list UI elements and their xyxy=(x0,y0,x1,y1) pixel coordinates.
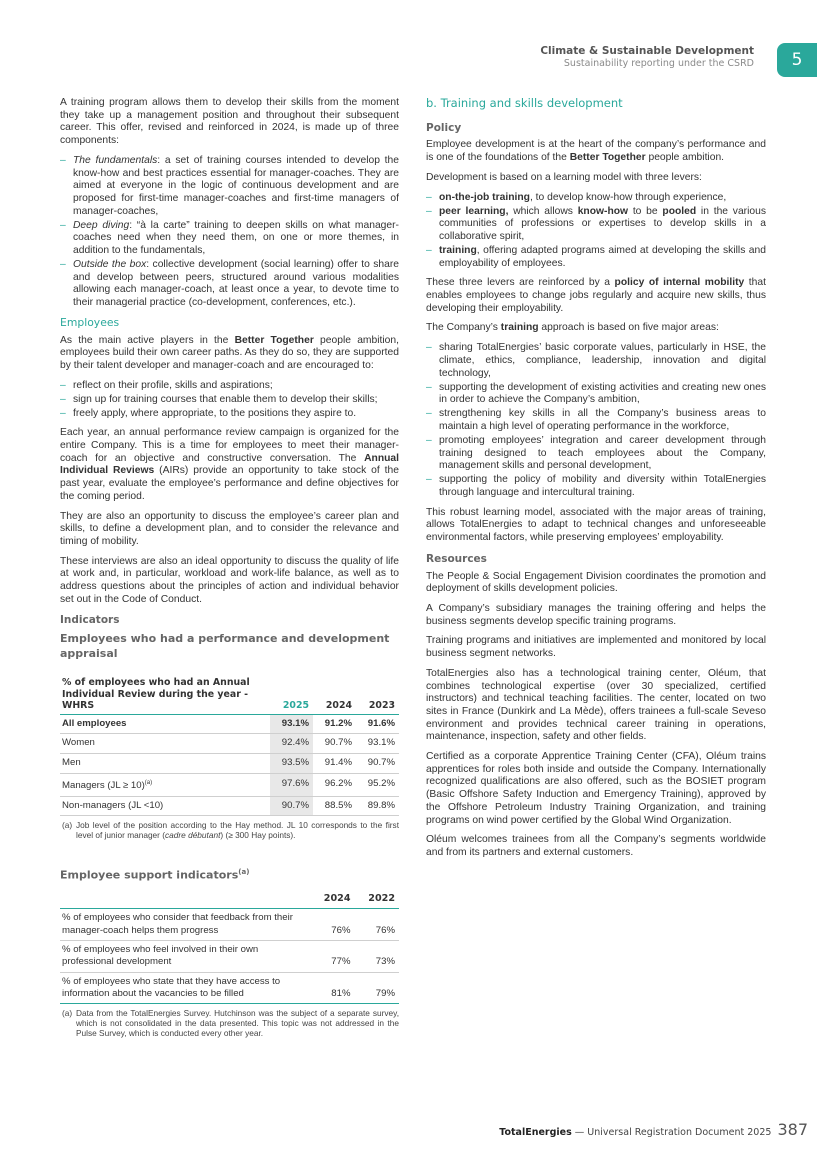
support-table xyxy=(60,893,399,1004)
appraisal-table xyxy=(60,677,399,816)
list-item: – supporting the policy of mobility and diversity within TotalEnergies through language and intercultural training. xyxy=(426,474,766,499)
table-row: % of employees who feel involved in their own professional development 77% 73% xyxy=(60,940,399,972)
resources-heading: Resources xyxy=(426,552,487,565)
footer-text: TotalEnergies — Universal Registration Document 2025 xyxy=(499,1127,772,1138)
table-header-year: 2024 xyxy=(313,677,356,714)
table-row: All employees 93.1% 91.2% 91.6% xyxy=(60,714,399,734)
list-item: – promoting employees’ integration and career development through training designed to teach employees about the Company, management skills and personal development, xyxy=(426,435,766,473)
mobility-paragraph: These three levers are reinforced by a policy of internal mobility that enables employees to change jobs regularly and acquire new skills, thus developing their employability. xyxy=(426,277,766,314)
table-row: % of employees who consider that feedback from their manager-coach helps them progress 76% 76% xyxy=(60,909,399,941)
program-list xyxy=(60,155,399,310)
review-paragraph: Each year, an annual performance review campaign is organized for the entire Company. This is a time for employees to meet their manager-coach for an objective and constructive conversation. The Annual Individual Reviews (AIRs) provide an opportunity to take stock of the past year, evaluate the employee’s performance and define objectives for the coming period. xyxy=(60,427,399,502)
resources-paragraph: Training programs and initiatives are implemented and monitored by local business segment networks. xyxy=(426,635,766,660)
resources-paragraph: A Company’s subsidiary manages the training offering and helps the business segments develop specific training programs. xyxy=(426,602,766,627)
table-row: Women 92.4% 90.7% 93.1% xyxy=(60,734,399,754)
footer xyxy=(499,1120,808,1139)
employees-paragraph: As the main active players in the Better Together people ambition, employees build their own career paths. As they do so, they are supported by their talent developer and manager-coach and are encouraged to: xyxy=(60,334,399,371)
areas-list xyxy=(426,342,766,500)
list-item: – freely apply, where appropriate, to the positions they aspire to. xyxy=(60,408,399,421)
policy-heading: Policy xyxy=(426,121,462,134)
table-row: % of employees who state that they have access to information about the vacancies to be filled 81% 79% xyxy=(60,972,399,1004)
list-item: – training, offering adapted programs aimed at developing the skills and employability of employees. xyxy=(426,245,766,270)
table-header-year: 2022 xyxy=(355,893,400,909)
list-item: – sharing TotalEnergies’ basic corporate values, particularly in HSE, the climate, ethics, compliance, leadership, innovation and digital technology, xyxy=(426,342,766,380)
employees-heading: Employees xyxy=(60,315,120,329)
list-item: – on-the-job training, to develop know-how through experience, xyxy=(426,192,766,205)
header-subtitle: Sustainability reporting under the CSRD xyxy=(563,58,754,69)
table-header-year: 2024 xyxy=(310,893,355,909)
list-item: – Outside the box: collective development (social learning) offer to share and develop between peers, structured around various modalities allowing each manager-coach, at least once a year, to devote time to their managerial practice (co-development, conferences, etc.). xyxy=(60,259,399,310)
table-row: Managers (JL ≥ 10)$^{(a)}$ 97.6% 96.2% 95.2% xyxy=(60,773,399,796)
table1-footnote: (a) Job level of the position according to the Hay method. JL 10 corresponds to the first level of junior manager (cadre débutant) (≥ 300 Hay points). xyxy=(62,820,399,841)
list-item: – supporting the development of existing activities and creating new ones in order to achieve the Company’s ambition, xyxy=(426,382,766,407)
quality-paragraph: These interviews are also an ideal opportunity to discuss the quality of life at work and, in particular, workload and work-life balance, as well as to address questions about the principles of action and individual behavior set out in the Code of Conduct. xyxy=(60,555,399,605)
levers-list xyxy=(426,192,766,271)
list-item: – The fundamentals: a set of training courses intended to develop the know-how and best practices essential for manager-coaches. They are aimed at everyone in the logic of continuous development and are proposed for first-time manager-coaches and first-time managers of manager-coaches, xyxy=(60,155,399,219)
intro-paragraph: A training program allows them to develop their skills from the moment they take up a management position and throughout their subsequent career. This offer, revised and reinforced in 2024, is made up of three components: xyxy=(60,97,399,147)
resources-paragraph: Certified as a corporate Apprentice Training Center (CFA), Oléum trains apprentices for roles both inside and outside the Company. Internationally recognized qualifications are also offered, such as the BOSIET program (Basic Offshore Safety Induction and Emergency Training), approved by the Offshore Petroleum Industry Training Organization, and training programs on wind power certified by the Global Wind Organization. xyxy=(426,751,766,826)
list-item: – Deep diving: “à la carte” training to deepen skills on what manager-coaches need when they need them, on one or more themes, in addition to the fundamentals, xyxy=(60,220,399,258)
list-item: – reflect on their profile, skills and aspirations; xyxy=(60,380,399,393)
section-title: b. Training and skills development xyxy=(426,96,623,110)
table-header-year: 2025 xyxy=(270,677,313,714)
policy-paragraph: Employee development is at the heart of the company’s performance and is one of the foundations of the Better Together people ambition. xyxy=(426,139,766,164)
table-header-label: % of employees who had an Annual Individual Review during the year - WHRS xyxy=(60,677,270,714)
employees-list xyxy=(60,380,399,421)
career-paragraph: They are also an opportunity to discuss the employee’s career plan and skills, to define a development plan, and to consider the relevance and timing of mobility. xyxy=(60,510,399,547)
resources-paragraph: The People & Social Engagement Division coordinates the promotion and deployment of skills development policies. xyxy=(426,570,766,595)
areas-intro: The Company’s training approach is based on five major areas: xyxy=(426,322,719,334)
list-item: – strengthening key skills in all the Company’s business areas to maintain a high level of operating performance in the workforce, xyxy=(426,408,766,433)
levers-intro: Development is based on a learning model with three levers: xyxy=(426,171,702,183)
page-number: 387 xyxy=(777,1120,808,1139)
table2-footnote: (a) Data from the TotalEnergies Survey. Hutchinson was the subject of a separate survey, which is not consolidated in the data presented. This topic was not addressed in the Pulse Survey, which is conducted every other year. xyxy=(62,1008,399,1038)
table2-title: Employee support indicators$^{(a)}$ xyxy=(60,868,250,882)
table-header-year: 2023 xyxy=(356,677,399,714)
resources-paragraph: TotalEnergies also has a technological training center, Oléum, that combines technological expertise (over 30 specialized, certified instructors) and technical teaching facilities. The center, located on two sites in France (Dunkirk and La Mède), offers trainees a full-scale Seveso environment and provides technical career training in operations, maintenance, inspection, safety and other fields. xyxy=(426,667,766,743)
resources-paragraph: Oléum welcomes trainees from all the Company’s segments worldwide and from its partners and external customers. xyxy=(426,834,766,858)
table-row: Men 93.5% 91.4% 90.7% xyxy=(60,754,399,774)
chapter-tab: 5 xyxy=(777,43,817,77)
right-column xyxy=(426,97,766,867)
running-header xyxy=(540,45,754,70)
indicators-heading: Indicators xyxy=(60,613,120,626)
table-row: Non-managers (JL <10) 90.7% 88.5% 89.8% xyxy=(60,796,399,816)
table1-title: Employees who had a performance and development appraisal xyxy=(60,632,390,661)
header-title: Climate & Sustainable Development xyxy=(540,45,754,57)
model-paragraph: This robust learning model, associated with the major areas of training, allows TotalEnergies to adapt to technical changes and unforeseeable environmental factors, while preserving employees’ employability. xyxy=(426,506,766,544)
left-column xyxy=(60,97,399,1039)
table-header-label xyxy=(60,893,310,909)
list-item: – sign up for training courses that enable them to develop their skills; xyxy=(60,394,399,407)
list-item: – peer learning, which allows know-how to be pooled in the various communities of professions or expertises to develop skills in a collaborative spirit, xyxy=(426,206,766,244)
